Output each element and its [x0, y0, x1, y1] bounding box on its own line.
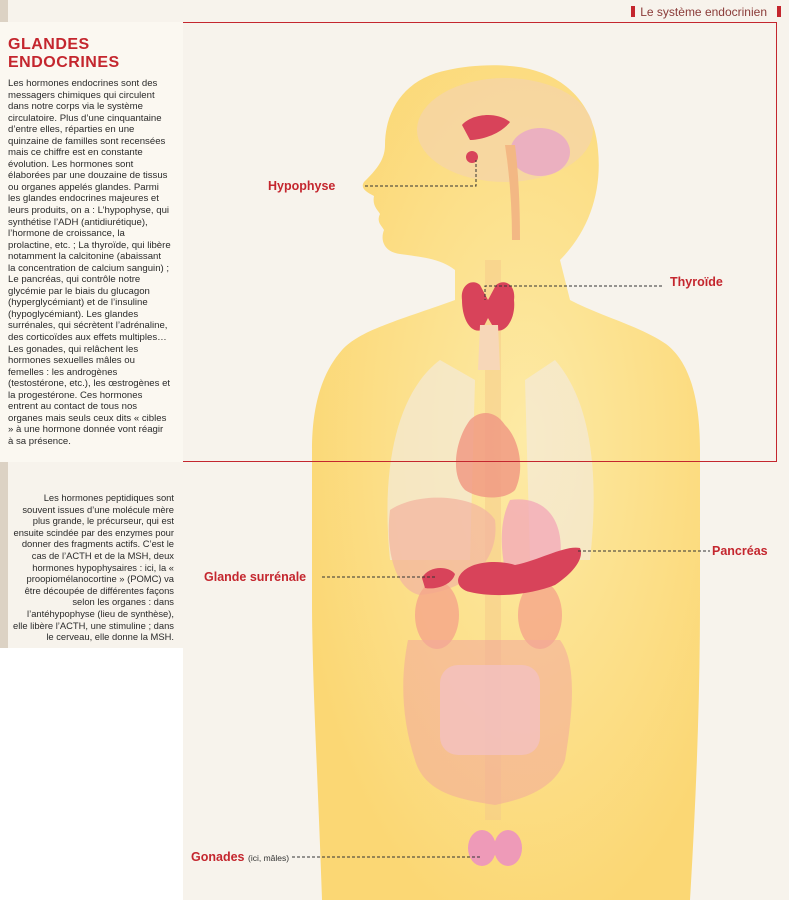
label-gonades-text: Gonades — [191, 850, 245, 864]
section-title: Le système endocrinien — [640, 5, 767, 19]
label-gonades — [191, 850, 289, 864]
header-marker-icon — [631, 6, 635, 17]
label-gonades-note: (ici, mâles) — [247, 853, 290, 863]
sidebar-title-line2: ENDOCRINES — [8, 54, 120, 71]
label-thyroide: Thyroïde — [670, 275, 723, 289]
small-intestine — [440, 665, 540, 755]
gonade-right — [494, 830, 522, 866]
label-surrenale: Glande surrénale — [204, 570, 307, 584]
kidney-left — [415, 581, 459, 649]
sidebar-box — [0, 22, 183, 462]
blank-panel — [0, 648, 183, 900]
sidebar-title-line1: GLANDES — [8, 36, 90, 53]
label-hypophyse: Hypophyse — [268, 179, 336, 193]
header-end-marker-icon — [777, 6, 781, 17]
sidebar-title — [8, 36, 120, 72]
side-note: Les hormones peptidiques sont souvent issues d’une molécule mère plus grande, le précurseur, qui est ensuite scindée par des enzymes pour donner des fragments actifs. C’est le cas de l’ACTH et de la MSH, deux hormones hypophysaires : ici, la « proopiomélanocortine » (POMC) va être découpée de différentes façons selon les organes : dans l’antéhypophyse (lieu de synthèse), elle libère l’ACTH, une stimuline ; dans le cerveau, elle donne la MSH. — [12, 492, 174, 643]
sidebar-body: Les hormones endocrines sont des messagers chimiques qui circulent dans notre corps via le système circulatoire. Plus d’une cinquantaine d’entre elles, réparties en une quinzaine de familles sont recensées mais ce chiffre est en constante évolution. Les hormones sont élaborées par une douzaine de tissus ou organes appelés glandes. Parmi les glandes endocrines majeures et leurs produits, on a : L’hypophyse, qui synthétise l’ADH (antidiurétique), l’hormone de croissance, la prolactine, etc. ; La thyroïde, qui libère notamment la calcitonine (abaissant la concentration de calcium sanguin) ; Le pancréas, qui contrôle notre glycémie par le biais du glucagon (hyperglycémiant) et de l’insuline (hypoglycémiant). Les glandes surrénales, qui sécrètent l’adrénaline, des corticoïdes aux effets multiples… Les gonades, qui relâchent les hormones sexuelles mâles ou femelles : les androgènes (testostérone, etc.), les œstrogènes et la progestérone. Ces hormones entrent au contact de tous nos organes mais seuls ceux dits « cibles » à une hormone donnée vont réagir à sa présence. — [8, 78, 171, 447]
label-pancreas: Pancréas — [712, 544, 768, 558]
gonade-left — [468, 830, 496, 866]
section-header — [631, 5, 767, 19]
